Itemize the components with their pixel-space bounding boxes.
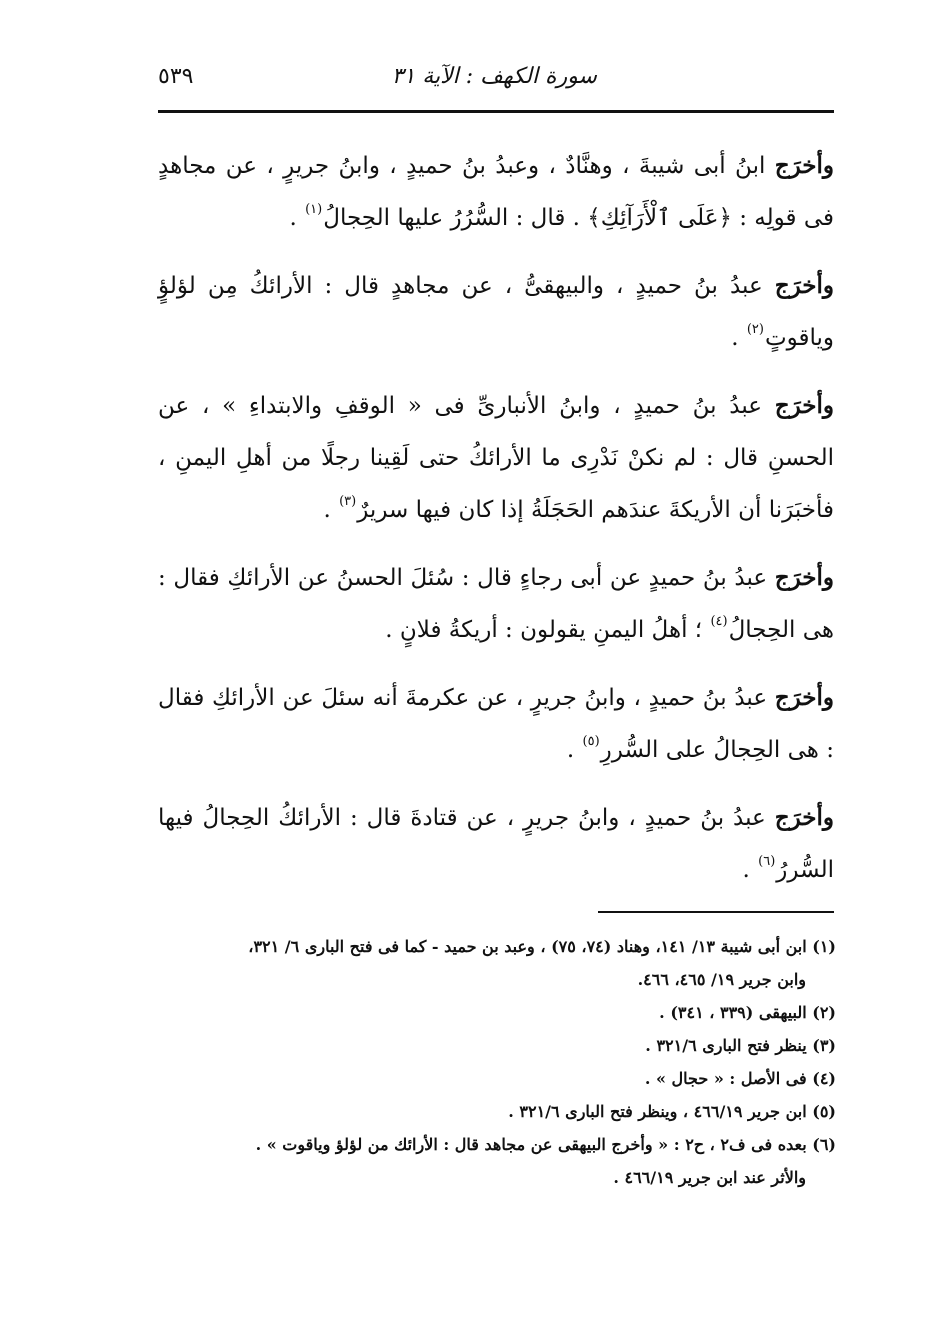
- footnote-marker: (٣): [339, 494, 357, 509]
- paragraph-end: .: [742, 857, 758, 883]
- footnote-text: (٢) البيهقى (٣٣٩ ، ٣٤١) .: [659, 1003, 836, 1022]
- footnote-5: [150, 1095, 836, 1128]
- footnote-text: (٣) ينظر فتح البارى ٣٢١/٦ .: [645, 1036, 836, 1055]
- footnote-2: [150, 996, 836, 1029]
- main-text: [158, 140, 834, 912]
- footnote-marker: (٦): [758, 854, 776, 869]
- footnote-marker: (٤): [710, 614, 728, 629]
- lead-word: وأخرَج: [774, 152, 834, 179]
- header-rule: [158, 110, 834, 113]
- footnote-text: (٦) بعده فى ف٢ ، ح٢ : « وأخرج البيهقى عن مجاهد قال : الأرائك من لؤلؤ وياقوت » .: [255, 1135, 836, 1154]
- paragraph-4: [158, 552, 834, 660]
- paragraph-end: .: [323, 497, 339, 523]
- paragraph-end: .: [289, 205, 305, 231]
- footnote-text: (١) ابن أبى شيبة ١٣/ ١٤١، وهناد (٧٤، ٧٥) ، وعبد بن حميد - كما فى فتح البارى ٦/ ٣٢١،: [248, 937, 836, 956]
- paragraph-end: ؛ أهلُ اليمنِ يقولون : أريكةُ فلانٍ .: [385, 617, 710, 643]
- footnote-text: (٤) فى الأصل : « حجال » .: [644, 1069, 836, 1088]
- paragraph-2: [158, 260, 834, 368]
- paragraph-end: .: [566, 737, 582, 763]
- footnote-continuation: وابن جرير ١٩/ ٤٦٥، ٤٦٦.: [637, 970, 806, 989]
- lead-word: وأخرَج: [774, 272, 834, 299]
- footnotes: [150, 930, 836, 1194]
- lead-word: وأخرَج: [774, 804, 834, 831]
- footnote-continuation: والأثر عند ابن جرير ٤٦٦/١٩ .: [613, 1168, 806, 1187]
- running-title: سورة الكهف : الآية ٣١: [391, 64, 597, 89]
- footnote-6: [150, 1128, 836, 1194]
- footnote-marker: (٥): [582, 734, 600, 749]
- footnote-text: (٥) ابن جرير ٤٦٦/١٩ ، وينظر فتح البارى ٣٢١/٦ .: [508, 1102, 836, 1121]
- lead-word: وأخرَج: [774, 392, 834, 419]
- paragraph-text: عبدُ بنُ حميدٍ ، وابنُ جريرٍ ، عن قتادةَ قال : الأرائكُ الحِجالُ فيها السُّررُ: [158, 805, 834, 883]
- paragraph-text: عبدُ بنُ حميدٍ ، والبيهقىُّ ، عن مجاهدٍ قال : الأرائكُ مِن لؤلؤٍ وياقوتٍ: [158, 273, 834, 351]
- page-number: ٥٣٩: [158, 64, 194, 89]
- footnote-3: [150, 1029, 836, 1062]
- page-header: [158, 62, 832, 102]
- paragraph-5: [158, 672, 834, 780]
- paragraph-text: ابنُ أبى شيبةَ ، وهنَّادٌ ، وعبدُ بنُ حميدٍ ، وابنُ جريرٍ ، عن مجاهدٍ فى قولِه : ﴿عَلَى ٱلْأَرَآئِكِ﴾ . قال : السُّرُرُ عليها الحِجالُ: [158, 153, 834, 231]
- lead-word: وأخرَج: [774, 564, 834, 591]
- paragraph-text: عبدُ بنُ حميدٍ عن أبى رجاءٍ قال : سُئلَ الحسنُ عن الأرائكِ فقال : هى الحِجالُ: [158, 565, 834, 643]
- lead-word: وأخرَج: [774, 684, 834, 711]
- paragraph-text: عبدُ بنُ حميدٍ ، وابنُ الأنبارىِّ فى « الوقفِ والابتداءِ » ، عن الحسنِ قال : لم نكنْ نَدْرِى ما الأرائكُ حتى لَقِينا رجلًا من أهلِ اليمنِ ، فأخبَرَنا أن الأريكةَ عندَهم الحَجَلَةُ إذا كان فيها سريرٌ: [158, 393, 834, 523]
- paragraph-text: عبدُ بنُ حميدٍ ، وابنُ جريرٍ ، عن عكرمةَ أنه سئلَ عن الأرائكِ فقال : هى الحِجالُ على السُّررِ: [158, 685, 834, 763]
- footnote-1: [150, 930, 836, 996]
- footnote-separator: [598, 911, 834, 913]
- paragraph-6: [158, 792, 834, 900]
- paragraph-3: [158, 380, 834, 540]
- paragraph-end: .: [731, 325, 746, 351]
- footnote-marker: (١): [305, 202, 323, 217]
- footnote-marker: (٢): [746, 322, 764, 337]
- paragraph-1: [158, 140, 834, 248]
- footnote-4: [150, 1062, 836, 1095]
